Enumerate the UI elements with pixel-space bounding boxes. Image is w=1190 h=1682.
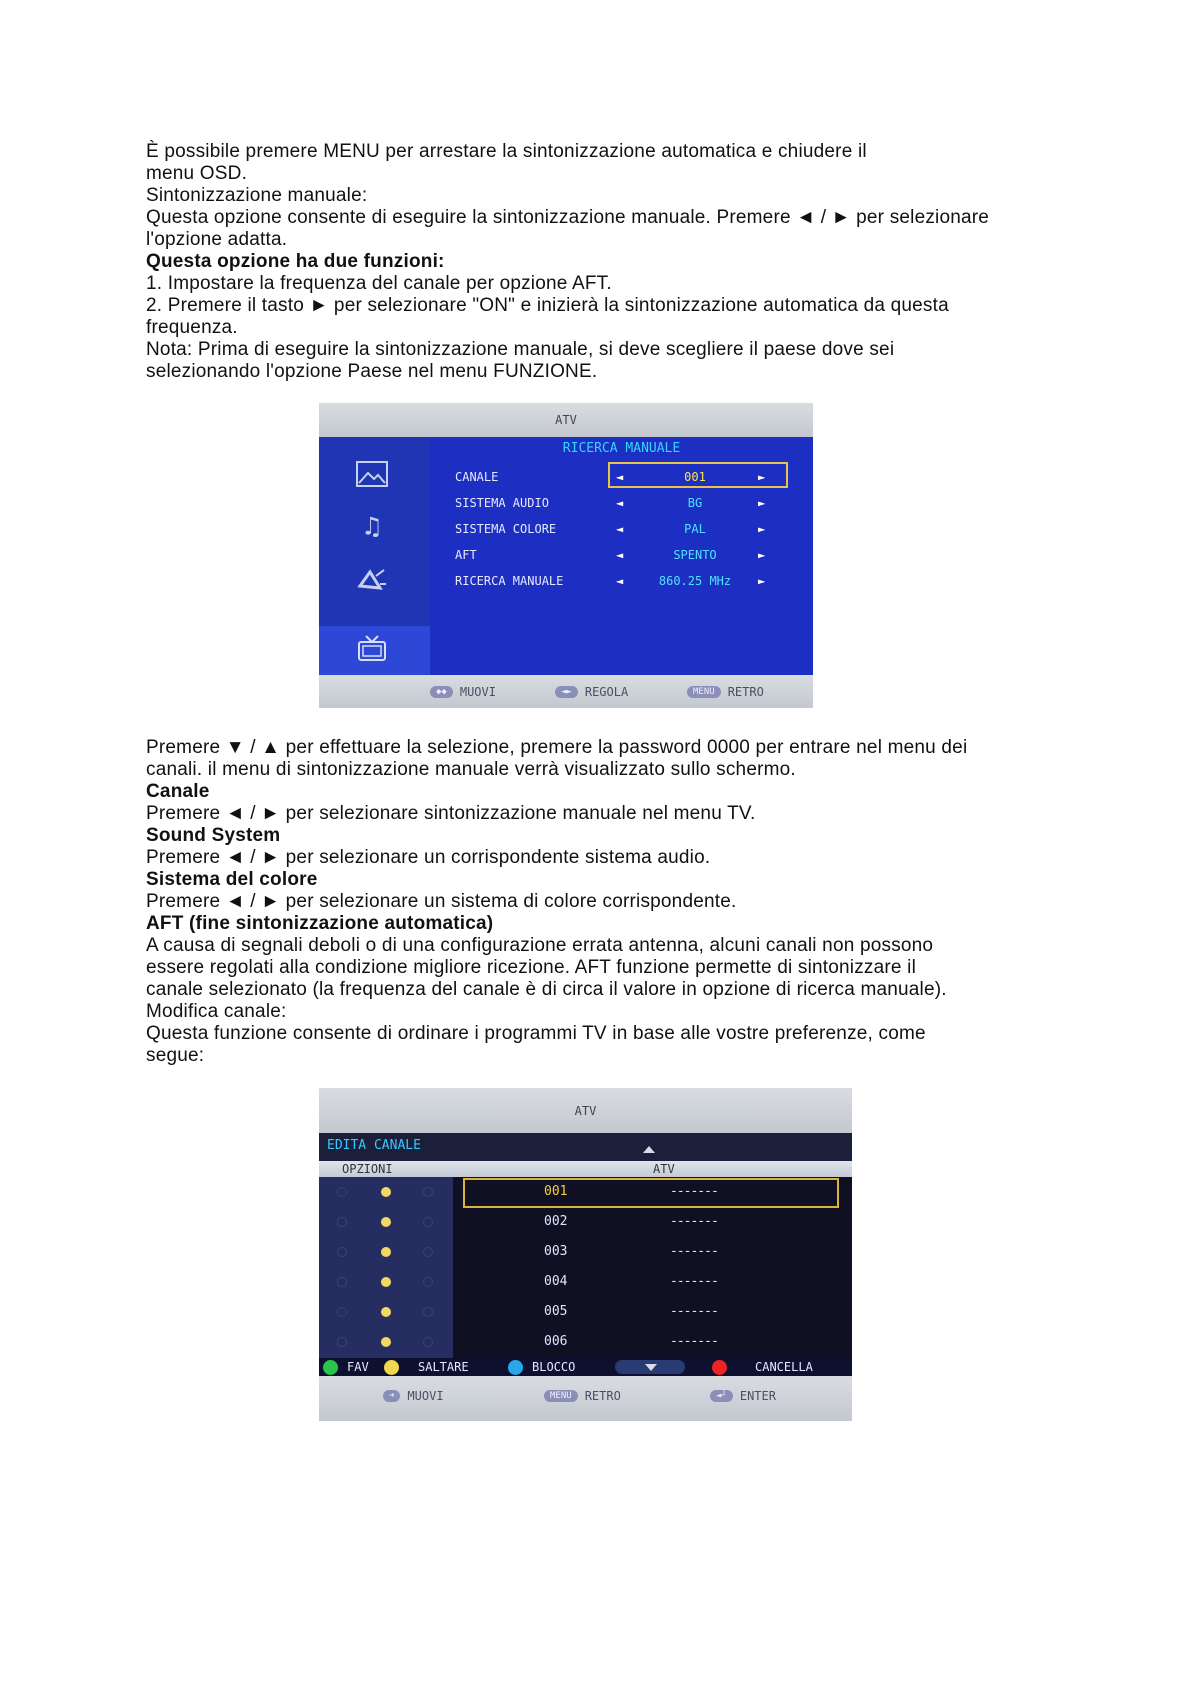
legend-delete[interactable]: CANCELLA — [755, 1360, 813, 1374]
lock-flag-icon — [423, 1247, 433, 1257]
color-key-legend — [319, 1358, 852, 1376]
picture-icon — [355, 459, 389, 489]
menu-row-canale[interactable] — [430, 465, 813, 491]
music-note-icon: ♫ — [364, 512, 380, 542]
manual-search-osd-screenshot — [319, 403, 813, 708]
row-value: 001 — [684, 470, 706, 484]
osd-hint-bar — [319, 675, 813, 708]
fav-dot-icon — [381, 1247, 391, 1257]
legend-skip[interactable]: SALTARE — [418, 1360, 469, 1374]
instructions-block-1 — [146, 141, 1106, 383]
selection-highlight — [463, 1178, 839, 1208]
row-value: PAL — [684, 522, 706, 536]
edit-channel-osd-screenshot — [319, 1088, 852, 1421]
row-label: SISTEMA AUDIO — [455, 496, 549, 510]
channel-row[interactable] — [319, 1237, 852, 1267]
tv-icon — [355, 634, 389, 664]
row-value: BG — [687, 496, 703, 510]
paragraph-line: essere regolati alla condizione migliore ricezione. AFT funzione permette di sintonizzare il — [146, 957, 916, 978]
left-arrow-icon[interactable]: ◄ — [616, 548, 624, 562]
channel-number: 004 — [544, 1274, 568, 1289]
channel-name: ------- — [670, 1184, 718, 1199]
skip-flag-icon — [337, 1277, 347, 1287]
row-label: AFT — [455, 548, 477, 562]
legend-fav[interactable]: FAV — [347, 1360, 369, 1374]
legend-block[interactable]: BLOCCO — [532, 1360, 576, 1374]
left-arrow-icon[interactable]: ◄ — [616, 522, 624, 536]
fav-dot-icon — [381, 1307, 391, 1317]
skip-flag-icon — [337, 1217, 347, 1227]
paragraph-line: canali. il menu di sintonizzazione manuale verrà visualizzato sullo schermo. — [146, 759, 796, 780]
paragraph-line: Premere ◄ / ► per selezionare un sistema di colore corrispondente. — [146, 891, 737, 912]
paragraph-line: l'opzione adatta. — [146, 229, 288, 250]
osd-main-panel — [430, 437, 813, 675]
fav-dot-icon — [381, 1337, 391, 1347]
paragraph-line: Modifica canale: — [146, 1001, 287, 1022]
menu-row-aft[interactable] — [430, 543, 813, 569]
atv-column-header: ATV — [653, 1162, 675, 1176]
arrow-key-icon: ➜ — [383, 1390, 400, 1402]
instructions-block-2 — [146, 737, 1106, 1067]
hint-back: MENU RETRO — [687, 685, 764, 699]
paragraph-line: Questa opzione consente di eseguire la sintonizzazione manuale. Premere ◄ / ► per selezionare — [146, 207, 990, 228]
osd-title-bar — [319, 1133, 852, 1161]
lock-flag-icon — [423, 1277, 433, 1287]
fav-dot-icon — [381, 1277, 391, 1287]
section-heading: Canale — [146, 781, 210, 802]
fav-dot-icon — [381, 1187, 391, 1197]
row-label: CANALE — [455, 470, 499, 484]
paragraph-line: 2. Premere il tasto ► per selezionare "ON" e inizierà la sintonizzazione automatica da questa — [146, 295, 949, 316]
lock-flag-icon — [423, 1187, 433, 1197]
right-arrow-icon[interactable]: ► — [758, 470, 766, 484]
channel-row[interactable] — [319, 1327, 852, 1357]
right-arrow-icon[interactable]: ► — [758, 548, 766, 562]
blue-dot-icon — [508, 1360, 523, 1375]
channel-number: 002 — [544, 1214, 568, 1229]
channel-name: ------- — [670, 1274, 718, 1289]
updown-key-icon: ◆◆ — [430, 686, 453, 698]
paragraph-line: Premere ◄ / ► per selezionare un corrispondente sistema audio. — [146, 847, 711, 868]
leftright-key-icon: ◄► — [555, 686, 578, 698]
sidebar-item-tv-selected[interactable] — [319, 626, 430, 675]
paragraph-line: selezionando l'opzione Paese nel menu FUNZIONE. — [146, 361, 598, 382]
channel-number: 005 — [544, 1304, 568, 1319]
skip-flag-icon — [337, 1337, 347, 1347]
row-label: SISTEMA COLORE — [455, 522, 557, 536]
hint-move: ◆◆ MUOVI — [430, 685, 496, 699]
scroll-down-icon[interactable] — [615, 1360, 685, 1374]
left-arrow-icon[interactable]: ◄ — [616, 496, 624, 510]
paragraph-line: 1. Impostare la frequenza del canale per opzione AFT. — [146, 273, 612, 294]
skip-flag-icon — [337, 1307, 347, 1317]
lock-flag-icon — [423, 1217, 433, 1227]
osd-top-bar — [319, 403, 813, 437]
fav-dot-icon — [381, 1217, 391, 1227]
channel-number: 001 — [544, 1184, 568, 1199]
menu-key-icon: MENU — [687, 686, 721, 698]
hint-adjust: ◄► REGOLA — [555, 685, 628, 699]
options-column-header: OPZIONI — [342, 1162, 393, 1176]
paragraph-line: Sintonizzazione manuale: — [146, 185, 368, 206]
paragraph-line: Premere ◄ / ► per selezionare sintonizzazione manuale nel menu TV. — [146, 803, 756, 824]
osd-source-title: ATV — [555, 413, 577, 427]
section-heading: Sistema del colore — [146, 869, 318, 890]
channel-row[interactable] — [319, 1297, 852, 1327]
row-value: SPENTO — [673, 548, 717, 562]
skip-flag-icon — [337, 1247, 347, 1257]
scroll-up-icon[interactable] — [643, 1146, 655, 1153]
column-header — [319, 1161, 852, 1177]
channel-number: 003 — [544, 1244, 568, 1259]
right-arrow-icon[interactable]: ► — [758, 522, 766, 536]
paragraph-line: Nota: Prima di eseguire la sintonizzazione manuale, si deve scegliere il paese dove sei — [146, 339, 895, 360]
left-arrow-icon[interactable]: ◄ — [616, 574, 624, 588]
satellite-icon — [355, 565, 389, 595]
menu-row-ricerca-manuale[interactable] — [430, 569, 813, 595]
section-heading: Sound System — [146, 825, 281, 846]
osd-top-bar — [319, 1088, 852, 1133]
right-arrow-icon[interactable]: ► — [758, 496, 766, 510]
section-heading: Questa opzione ha due funzioni: — [146, 251, 445, 272]
channel-name: ------- — [670, 1244, 718, 1259]
paragraph-line: segue: — [146, 1045, 205, 1066]
paragraph-line: menu OSD. — [146, 163, 248, 184]
paragraph-line: A causa di segnali deboli o di una configurazione errata antenna, alcuni canali non possono — [146, 935, 934, 956]
paragraph-line: Premere ▼ / ▲ per effettuare la selezione, premere la password 0000 per entrare nel menu dei — [146, 737, 968, 758]
osd-sidebar — [319, 437, 430, 675]
channel-name: ------- — [670, 1214, 718, 1229]
paragraph-line: È possibile premere MENU per arrestare la sintonizzazione automatica e chiudere il — [146, 141, 867, 162]
paragraph-line: canale selezionato (la frequenza del canale è di circa il valore in opzione di ricerca manuale). — [146, 979, 947, 1000]
section-heading: AFT (fine sintonizzazione automatica) — [146, 913, 494, 934]
paragraph-line: frequenza. — [146, 317, 238, 338]
menu-key-icon: MENU — [544, 1390, 578, 1402]
paragraph-line: Questa funzione consente di ordinare i programmi TV in base alle vostre preferenze, come — [146, 1023, 926, 1044]
hint-enter: ◄┘ ENTER — [710, 1389, 776, 1403]
green-dot-icon — [323, 1360, 338, 1375]
left-arrow-icon[interactable]: ◄ — [616, 470, 624, 484]
lock-flag-icon — [423, 1307, 433, 1317]
red-dot-icon — [712, 1360, 727, 1375]
channel-row[interactable] — [319, 1177, 852, 1207]
lock-flag-icon — [423, 1337, 433, 1347]
channel-row[interactable] — [319, 1207, 852, 1237]
hint-back: MENU RETRO — [544, 1389, 621, 1403]
channel-name: ------- — [670, 1334, 718, 1349]
channel-name: ------- — [670, 1304, 718, 1319]
menu-row-sistema-audio[interactable] — [430, 491, 813, 517]
row-value: 860.25 MHz — [658, 574, 732, 588]
row-label: RICERCA MANUALE — [455, 574, 564, 588]
osd-hint-bar — [319, 1376, 852, 1421]
osd-menu-title: RICERCA MANUALE — [562, 441, 681, 456]
menu-row-sistema-colore[interactable] — [430, 517, 813, 543]
channel-number: 006 — [544, 1334, 568, 1349]
osd-source-title: ATV — [574, 1103, 597, 1118]
channel-row[interactable] — [319, 1267, 852, 1297]
osd-menu-title: EDITA CANALE — [327, 1138, 421, 1153]
hint-move: ➜ MUOVI — [383, 1389, 444, 1403]
skip-flag-icon — [337, 1187, 347, 1197]
enter-key-icon: ◄┘ — [710, 1390, 733, 1402]
yellow-dot-icon — [384, 1360, 399, 1375]
right-arrow-icon[interactable]: ► — [758, 574, 766, 588]
